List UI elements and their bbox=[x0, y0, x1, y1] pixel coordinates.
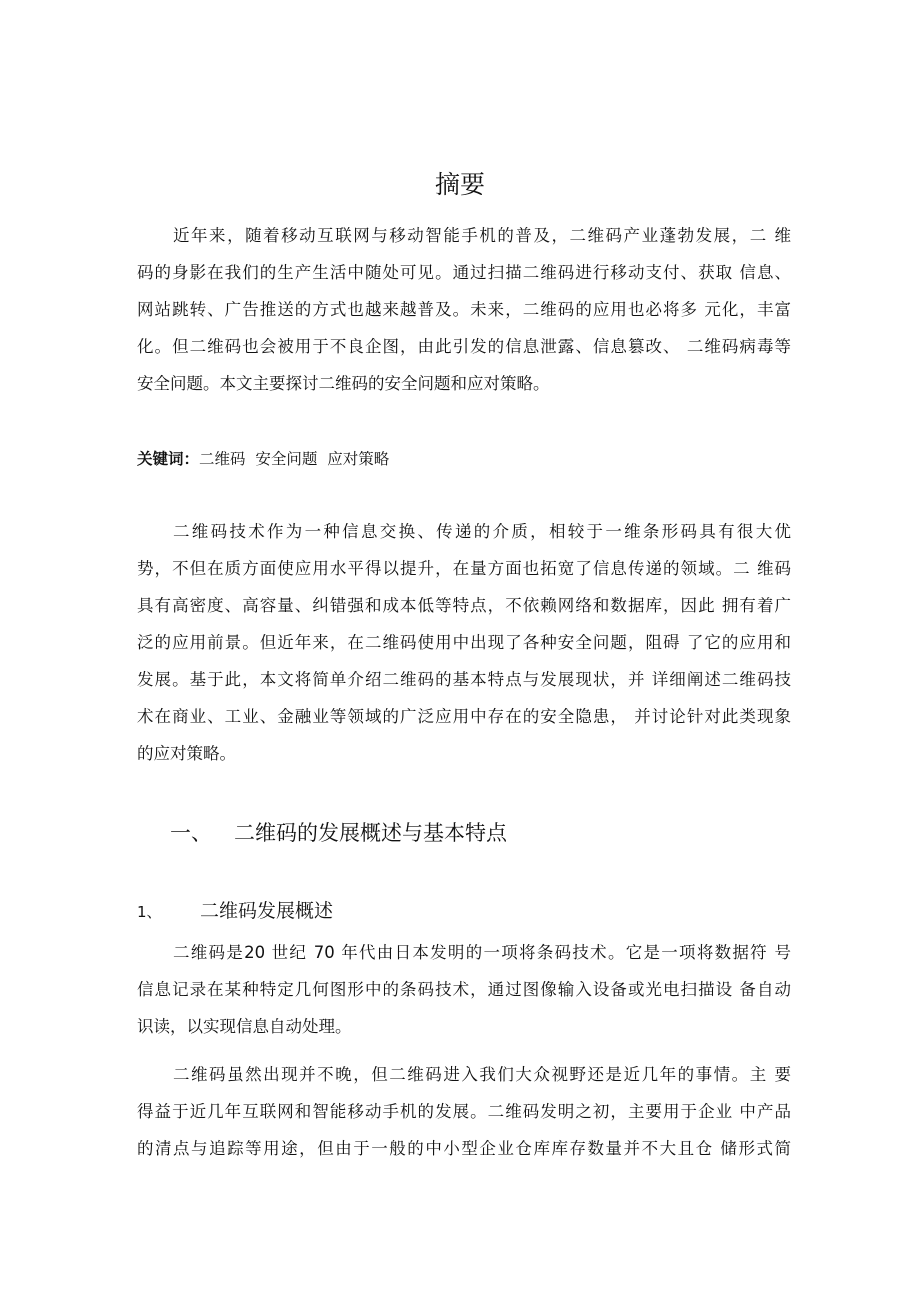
text-line: 的清点与追踪等用途，但由于一般的中小型企业仓库库存数量并不大且仓 储形式简 bbox=[137, 1139, 791, 1158]
text-line: 网站跳转、广告推送的方式也越来越普及。未来，二维码的应用也必将多 元化，丰富 bbox=[137, 300, 791, 319]
text-line: 得益于近几年互联网和智能移动手机的发展。二维码发明之初，主要用于企业 中产品 bbox=[137, 1102, 791, 1121]
text-line: 识读，以实现信息自动处理。 bbox=[137, 1017, 352, 1036]
section-number: 一、 bbox=[170, 821, 212, 845]
text-line: 发展。基于此，本文将简单介绍二维码的基本特点与发展现状，并 详细阐述二维码技 bbox=[137, 670, 791, 689]
text-line: 二维码技术作为一种信息交换、传递的介质，相较于一维条形码具有很大优 bbox=[173, 522, 791, 541]
text-line: 码的身影在我们的生产生活中随处可见。通过扫描二维码进行移动支付、获取 信息、 bbox=[137, 263, 791, 282]
body-paragraph-2 bbox=[137, 1056, 791, 1167]
keywords-label: 关键词： bbox=[137, 450, 200, 468]
text-line: 势，不但在质方面使应用水平得以提升，在量方面也拓宽了信息传递的领域。二 维码 bbox=[137, 559, 791, 578]
text-line: 的应对策略。 bbox=[137, 744, 236, 763]
text-line: 二维码虽然出现并不晚，但二维码进入我们大众视野还是近几年的事情。主 要 bbox=[173, 1065, 791, 1084]
keywords bbox=[137, 441, 389, 478]
text-line: 泛的应用前景。但近年来，在二维码使用中出现了各种安全问题，阻碍 了它的应用和 bbox=[137, 633, 791, 652]
intro-paragraph bbox=[137, 513, 791, 772]
subsection-number: 1、 bbox=[137, 903, 162, 921]
text-line: 二维码是20 世纪 70 年代由日本发明的一项将条码技术。它是一项将数据符 号 bbox=[173, 943, 791, 962]
text-line: 具有高密度、高容量、纠错强和成本低等特点，不依赖网络和数据库，因此 拥有着广 bbox=[137, 596, 791, 615]
text-line: 术在商业、工业、金融业等领域的广泛应用中存在的安全隐患， 并讨论针对此类现象 bbox=[137, 707, 791, 726]
text-line: 化。但二维码也会被用于不良企图，由此引发的信息泄露、信息篡改、 二维码病毒等 bbox=[137, 337, 791, 356]
keywords-value: 二维码 安全问题 应对策略 bbox=[199, 450, 390, 468]
subsection-heading bbox=[137, 895, 333, 928]
section-heading bbox=[170, 816, 507, 850]
text-line: 安全问题。本文主要探讨二维码的安全问题和应对策略。 bbox=[137, 374, 550, 393]
text-line: 信息记录在某种特定几何图形中的条码技术，通过图像输入设备或光电扫描设 备自动 bbox=[137, 980, 791, 999]
text-line: 近年来，随着移动互联网与移动智能手机的普及，二维码产业蓬勃发展，二 维 bbox=[173, 226, 791, 245]
body-paragraph-1 bbox=[137, 934, 791, 1045]
abstract-paragraph bbox=[137, 217, 791, 402]
subsection-title: 二维码发展概述 bbox=[200, 900, 334, 922]
section-title: 二维码的发展概述与基本特点 bbox=[234, 821, 507, 845]
abstract-title: 摘要 bbox=[434, 170, 485, 199]
